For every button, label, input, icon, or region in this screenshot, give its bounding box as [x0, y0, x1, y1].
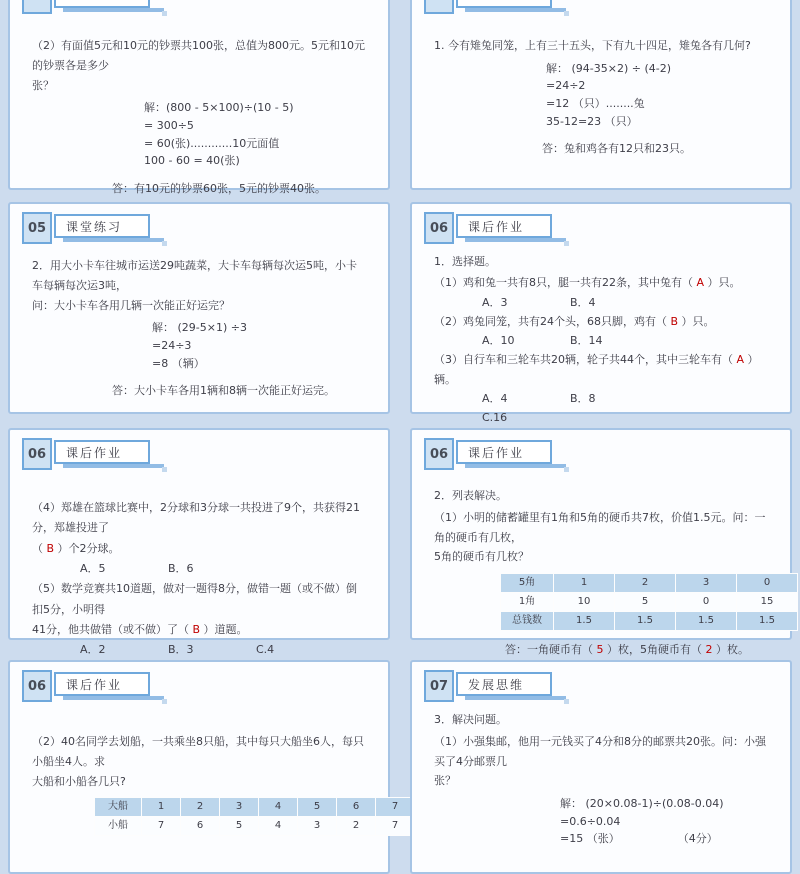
table-cell: 6: [181, 817, 220, 836]
table-row: [95, 798, 415, 817]
choice-option: B．4: [570, 295, 596, 309]
slide-body: [412, 486, 790, 660]
choice-option: B．14: [570, 334, 603, 347]
table-cell: 1: [554, 574, 615, 593]
choice-row: [434, 293, 768, 312]
question-text: 张？: [434, 774, 456, 788]
solution-segment: =15 （张）: [560, 832, 620, 846]
question-segment: ）个2分球。: [54, 541, 120, 555]
solution-line: =24÷2: [546, 79, 586, 93]
question-text: [434, 350, 768, 389]
section-number: 07: [424, 670, 454, 702]
answer-line: 答：大小卡车各用1辆和8辆一次能正好运完。: [112, 384, 335, 398]
table-cell: 小船: [95, 817, 142, 836]
title-underline: [63, 8, 164, 12]
slide-card-7[interactable]: [8, 660, 399, 874]
section-title: [54, 0, 150, 8]
choice-option: B．8: [570, 391, 596, 405]
question-text: （4）郑雄在篮球比赛中，2分球和3分球一共投进了9个，共获得21分，郑雄投进了: [32, 501, 360, 535]
section-number: [424, 0, 454, 14]
solution-line: 解： (94-35×2) ÷ (4-2): [546, 61, 672, 75]
table-cell: 7: [376, 798, 415, 817]
choice-option: C.4: [256, 643, 275, 657]
slide-section-header: [22, 0, 388, 18]
question-text: （2）有面值5元和10元的钞票共100张，总值为800元。5元和10元的钞票各是多少: [32, 39, 365, 72]
table-cell: 5: [298, 798, 337, 817]
question-text: （1）小强集邮，他用一元钱买了4分和8分的邮票共20张。问：小强买了4分邮票几: [434, 734, 766, 768]
answer-number: 5: [596, 643, 604, 657]
solution-line: 解：(800 - 5×100)÷(10 - 5): [144, 101, 294, 115]
table-cell: 15: [737, 593, 798, 612]
solution-table: [94, 797, 415, 836]
question-text: 5角的硬币有几枚？: [434, 550, 529, 564]
solution-steps: [560, 795, 768, 848]
question-text: （1）小明的储蓄罐里有1角和5角的硬币共7枚，价值1.5元。问：一角的硬币有几枚，: [434, 510, 766, 544]
section-title-box: [54, 214, 150, 238]
answer-segment: ）枚，5角硬币有（: [603, 643, 706, 657]
answer-letter: A: [696, 276, 705, 290]
table-row: [501, 612, 798, 631]
section-number: 06: [424, 212, 454, 244]
question-segment: （2）鸡兔同笼，共有24个头，68只脚，鸡有（: [434, 314, 671, 328]
question-text: [434, 273, 768, 292]
question-segment: （1）鸡和兔一共有8只，腿一共有22条，其中兔有（: [434, 276, 697, 290]
table-cell: 0: [737, 574, 798, 593]
question-text: 大船和小船各几只?: [32, 774, 126, 788]
section-title: 课后作业: [54, 672, 150, 696]
choice-option: A．2: [80, 643, 106, 657]
answer-letter: B: [46, 541, 55, 555]
section-number: 06: [22, 438, 52, 470]
question-text: 1. 今有雉兔同笼，上有三十五头，下有九十四足，雉兔各有几何?: [434, 39, 751, 52]
slide-card-5[interactable]: [8, 428, 390, 657]
answer-segment: 答：一角硬币有（: [505, 643, 597, 657]
solution-line: =24÷3: [152, 338, 192, 352]
table-cell: 1.5: [615, 612, 676, 631]
question-segment: （3）自行车和三轮车共20辆，轮子共44个，其中三轮车有（: [434, 353, 737, 367]
section-title: 课后作业: [456, 440, 552, 464]
table-row: [501, 593, 798, 612]
section-title: 课后作业: [456, 214, 552, 238]
choice-row: [32, 640, 366, 660]
title-underline: [465, 464, 566, 468]
answer-letter: A: [736, 353, 745, 367]
slide-section-header: [22, 670, 388, 706]
table-cell: 5角: [501, 574, 554, 593]
section-number: 05: [22, 212, 52, 244]
table-row: [95, 817, 415, 836]
table-cell: 总钱数: [501, 612, 554, 631]
slide-body: [10, 732, 399, 836]
solution-line: =0.6÷0.04: [560, 814, 621, 828]
answer-letter: B: [670, 314, 679, 328]
slide-card-2[interactable]: [410, 0, 792, 190]
slide-section-header: [424, 212, 790, 248]
question-segment: ）只。: [678, 314, 715, 328]
title-underline: [465, 696, 566, 700]
question-segment: （: [32, 541, 47, 555]
title-underline: [63, 696, 164, 700]
table-cell: 1.5: [554, 612, 615, 631]
table-cell: 5: [220, 817, 259, 836]
section-title-box: [456, 214, 552, 238]
section-title-box: [54, 672, 150, 696]
table-cell: 3: [676, 574, 737, 593]
section-number: 06: [22, 670, 52, 702]
solution-line: 35-12=23 （只）: [546, 114, 638, 128]
question-segment: ）辆。: [434, 353, 759, 386]
section-title: 课堂练习: [54, 214, 150, 238]
slide-section-header: [424, 438, 790, 474]
choice-option: A．10: [482, 334, 515, 347]
section-title: [456, 0, 552, 8]
slide-body: [10, 256, 388, 401]
slide-section-header: [424, 670, 790, 706]
choice-option: A．3: [482, 295, 508, 309]
table-cell: 10: [554, 593, 615, 612]
question-text: [32, 539, 366, 559]
slide-body: [10, 498, 388, 681]
choice-row: [32, 559, 366, 579]
table-cell: 4: [259, 798, 298, 817]
title-underline: [465, 8, 566, 12]
table-cell: 3: [298, 817, 337, 836]
table-cell: 4: [259, 817, 298, 836]
section-label: 2．列表解决。: [434, 489, 507, 502]
choice-row: [434, 389, 768, 408]
slide-body: [10, 36, 388, 199]
slide-card-4[interactable]: [410, 202, 792, 424]
choice-row: [434, 408, 768, 427]
question-text: [434, 312, 768, 331]
choice-option: B．3: [168, 643, 194, 657]
solution-line: 解： (20×0.08-1)÷(0.08-0.04): [560, 797, 724, 811]
question-text: 张？: [32, 78, 54, 92]
solution-steps: [546, 60, 768, 130]
table-row: [501, 574, 798, 593]
slide-card-1[interactable]: [8, 0, 390, 195]
slide-card-6[interactable]: [410, 428, 792, 657]
answer-number: 2: [705, 643, 713, 657]
choice-option: A．5: [80, 562, 106, 576]
table-cell: 大船: [95, 798, 142, 817]
table-cell: 2: [181, 798, 220, 817]
slide-card-3[interactable]: [8, 202, 390, 414]
slide-body: [412, 252, 790, 427]
section-title: 发展思维: [456, 672, 552, 696]
choice-option: A．4: [482, 391, 508, 405]
answer-letter: B: [192, 623, 201, 637]
solution-steps: [144, 99, 366, 169]
table-cell: 1: [142, 798, 181, 817]
slide-section-header: [22, 438, 388, 474]
slide-card-8[interactable]: [410, 660, 792, 874]
table-cell: 2: [615, 574, 676, 593]
solution-line: 100 - 60 = 40(张): [144, 154, 240, 168]
title-underline: [63, 464, 164, 468]
question-segment: ）道题。: [200, 623, 248, 637]
question-text: （2）40名同学去划船，一共乘坐8只船，其中每只大船坐6人，每只小船坐4人。求: [32, 735, 364, 768]
question-text: 问：大小卡车各用几辆一次能正好运完？: [32, 298, 230, 312]
section-label: 3．解决问题。: [434, 713, 507, 726]
table-cell: 5: [615, 593, 676, 612]
section-title-box: [456, 672, 552, 696]
solution-line: = 60(张)............10元面值: [144, 136, 280, 150]
answer-line: [434, 640, 768, 660]
solution-steps: [152, 319, 366, 372]
section-title-box: [54, 440, 150, 464]
section-title-box: [456, 0, 552, 8]
section-label: 1．选择题。: [434, 255, 496, 268]
question-segment: 41分，他共做错（或不做）了（: [32, 623, 193, 637]
slide-body: [412, 710, 790, 848]
question-segment: ）只。: [704, 276, 741, 290]
question-text: [32, 620, 366, 640]
question-text: 2．用大小卡车往城市运送29吨蔬菜，大卡车每辆每次运5吨，小卡车每辆每次运3吨，: [32, 259, 357, 292]
section-title-box: [54, 0, 150, 8]
section-number: 06: [424, 438, 454, 470]
slide-body: [412, 36, 790, 159]
title-underline: [465, 238, 566, 242]
table-cell: 0: [676, 593, 737, 612]
solution-line: 解： (29-5×1) ÷3: [152, 321, 247, 335]
table-cell: 1角: [501, 593, 554, 612]
table-cell: 3: [220, 798, 259, 817]
solution-segment: （4分）: [677, 832, 718, 846]
table-cell: 7: [142, 817, 181, 836]
answer-segment: ）枚。: [712, 643, 749, 657]
solution-table: [500, 573, 798, 631]
solution-line: = 300÷5: [144, 118, 194, 132]
section-title-box: [456, 440, 552, 464]
solution-line: =8 （辆）: [152, 356, 205, 370]
choice-option: B．6: [168, 562, 194, 576]
answer-line: 答：兔和鸡各有12只和23只。: [542, 142, 691, 156]
table-cell: 2: [337, 817, 376, 836]
section-title: 课后作业: [54, 440, 150, 464]
solution-line: [560, 830, 768, 848]
solution-line: =12 （只）........兔: [546, 96, 645, 110]
choice-row: [434, 331, 768, 350]
table-cell: 1.5: [676, 612, 737, 631]
choice-option: C.16: [482, 411, 508, 424]
table-cell: 6: [337, 798, 376, 817]
answer-line: 答：有10元的钞票60张，5元的钞票40张。: [112, 181, 326, 195]
question-text: （5）数学竞赛共10道题，做对一题得8分，做错一题（或不做）倒扣5分，小明得: [32, 582, 357, 616]
table-cell: 1.5: [737, 612, 798, 631]
table-cell: 7: [376, 817, 415, 836]
title-underline: [63, 238, 164, 242]
slide-section-header: [424, 0, 790, 18]
section-number: [22, 0, 52, 14]
slide-section-header: [22, 212, 388, 248]
